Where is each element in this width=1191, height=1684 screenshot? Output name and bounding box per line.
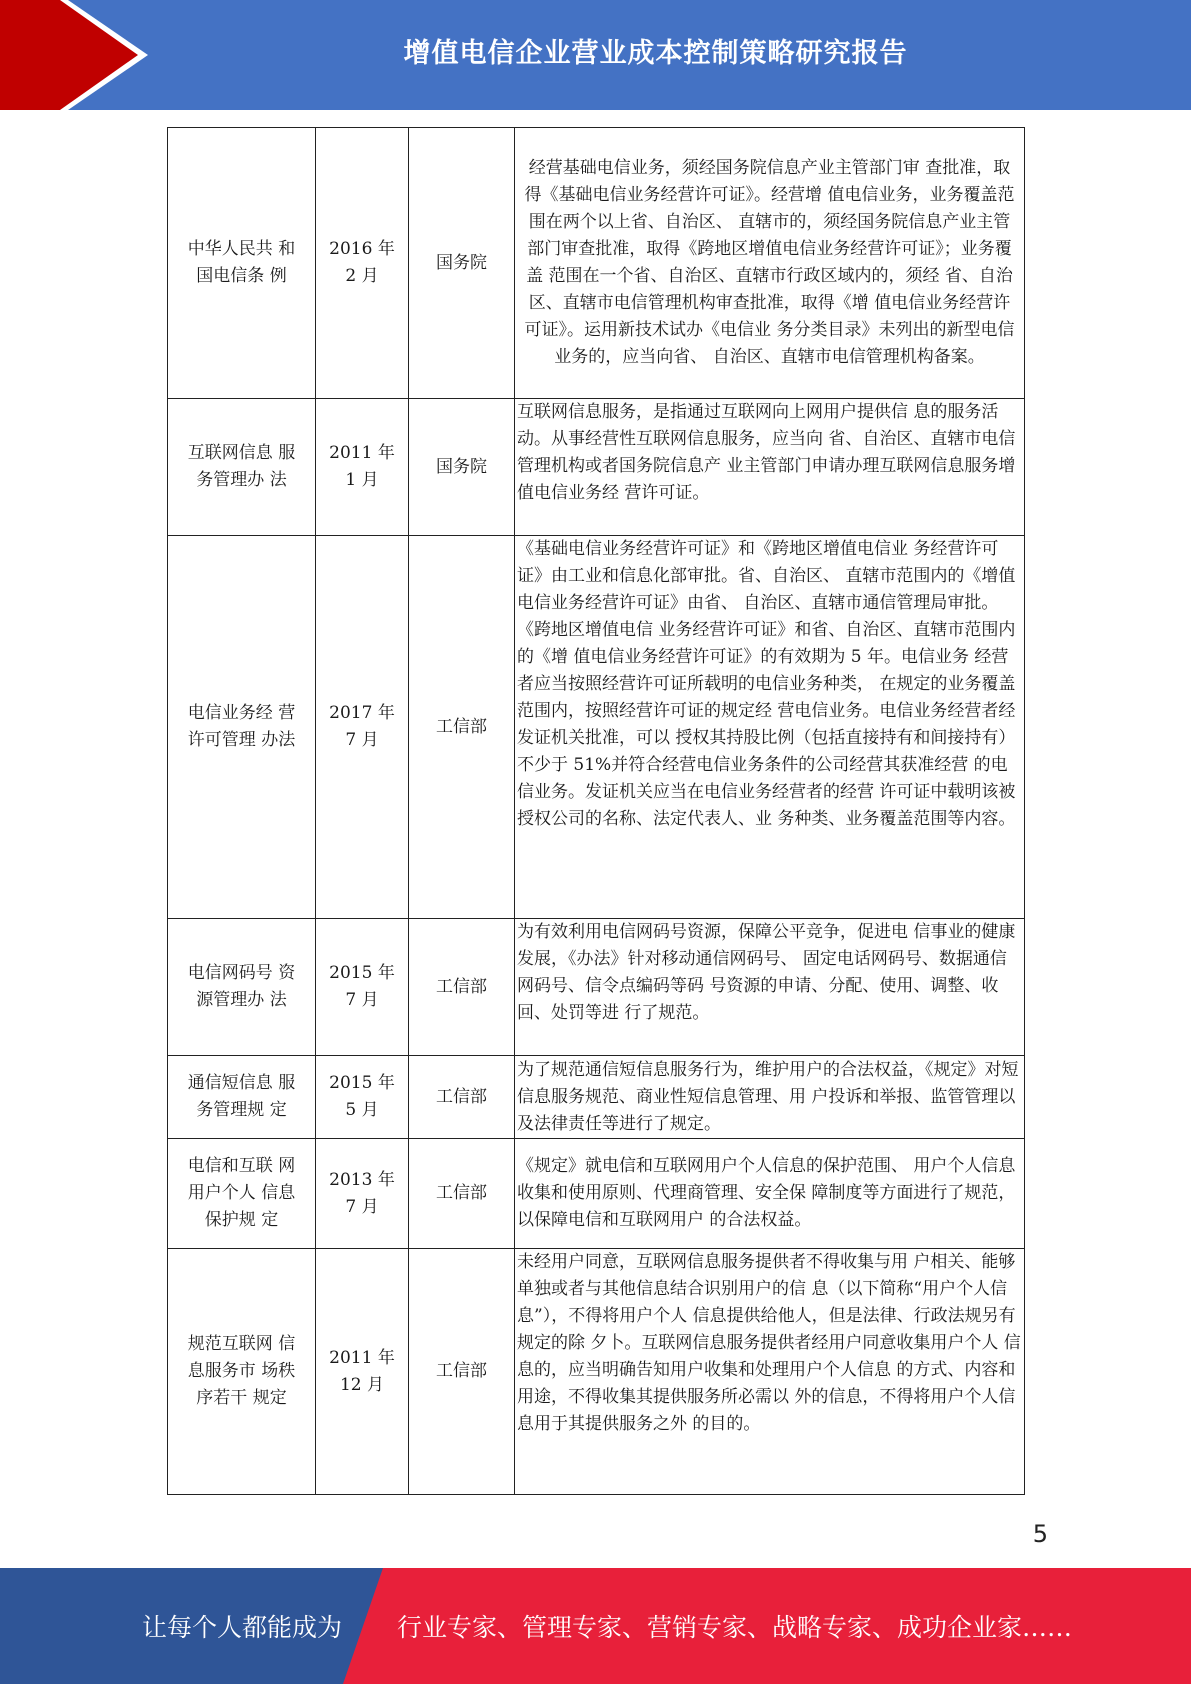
regulation-name: 电信网码号 资源管理办 法 — [168, 919, 316, 1056]
date-month: 1 月 — [345, 470, 379, 490]
issuing-authority: 工信部 — [409, 536, 515, 919]
regulation-date — [316, 919, 409, 1056]
table-row — [168, 1139, 1025, 1249]
regulation-description: 为有效利用电信网码号资源，保障公平竞争，促进电 信事业的健康发展，《办法》针对移动通信网码号、 固定电话网码号、数据通信网码号、信令点编码等码 号资源的申请、分配、使用、调整、收回、处罚等进 行了规范。 — [515, 919, 1025, 1056]
table-row — [168, 919, 1025, 1056]
regulation-description: 经营基础电信业务，须经国务院信息产业主管部门审 查批准，取得《基础电信业务经营许可证》。经营增 值电信业务，业务覆盖范围在两个以上省、自治区、 直辖市的，须经国务院信息产业主管部门审查批准，取得《跨地区增值电信业务经营许可证》；业务覆盖 范围在一个省、自治区、直辖市行政区域内的，须经 省、自治区、直辖市电信管理机构审查批准，取得《增 值电信业务经营许可证》。运用新技术试办《电信业 务分类目录》未列出的新型电信业务的，应当向省、 自治区、直辖市电信管理机构备案。 — [515, 128, 1025, 399]
table-row — [168, 399, 1025, 536]
regulation-date — [316, 1249, 409, 1495]
page-header — [0, 0, 1191, 110]
date-month: 7 月 — [345, 1196, 379, 1217]
date-month: 12 月 — [339, 1374, 385, 1395]
issuing-authority: 工信部 — [409, 1139, 515, 1249]
table-row — [168, 1056, 1025, 1139]
footer-slogan-right: 行业专家、管理专家、营销专家、战略专家、成功企业家…… — [397, 1613, 1073, 1642]
date-year: 2013 年 — [329, 1169, 395, 1190]
page-number: 5 — [1032, 1520, 1048, 1548]
regulation-date — [316, 399, 409, 536]
regulation-name: 电信业务经 营许可管理 办法 — [168, 536, 316, 919]
issuing-authority: 工信部 — [409, 1249, 515, 1495]
date-year: 2015 年 — [329, 963, 395, 983]
regulation-description: 未经用户同意，互联网信息服务提供者不得收集与用 户相关、能够单独或者与其他信息结合识别用户的信 息（以下简称“用户个人信息”），不得将用户个人 信息提供给他人，但是法律、行政法规另有规定的除 夕卜。互联网信息服务提供者经用户同意收集用户个人 信息的，应当明确告知用户收集和处理用户个人信息 的方式、内容和用途，不得收集其提供服务所必需以 外的信息，不得将用户个人信息用于其提供服务之外 的目的。 — [515, 1249, 1025, 1495]
date-year: 2017 年 — [329, 703, 395, 723]
regulation-description: 《基础电信业务经营许可证》和《跨地区增值电信业 务经营许可证》由工业和信息化部审批。省、自治区、 直辖市范围内的《增值电信业务经营许可证》由省、 自治区、直辖市通信管理局审批。《跨地区增值电信 业务经营许可证》和省、自治区、直辖市范围内的《增 值电信业务经营许可证》的有效期为 5 年。电信业务 经营者应当按照经营许可证所载明的电信业务种类， 在规定的业务覆盖范围内，按照经营许可证的规定经 营电信业务。电信业务经营者经发证机关批准，可以 授权其持股比例（包括直接持有和间接持有）不少于 51%并符合经营电信业务条件的公司经营其获准经营 的电信业务。发证机关应当在电信业务经营者的经营 许可证中载明该被授权公司的名称、法定代表人、业 务种类、业务覆盖范围等内容。 — [515, 536, 1025, 919]
date-year: 2015 年 — [329, 1073, 395, 1093]
page-footer — [0, 1568, 1191, 1684]
regulation-name: 电信和互联 网用户个人 信息保护规 定 — [168, 1139, 316, 1249]
regulation-name: 通信短信息 服务管理规 定 — [168, 1056, 316, 1139]
issuing-authority: 国务院 — [409, 128, 515, 399]
issuing-authority: 国务院 — [409, 399, 515, 536]
regulation-description: 为了规范通信短信息服务行为，维护用户的合法权益，《规定》对短信息服务规范、商业性短信息管理、用 户投诉和举报、监管管理以及法律责任等进行了规定。 — [515, 1056, 1025, 1139]
regulation-date — [316, 1139, 409, 1249]
regulation-description: 互联网信息服务，是指通过互联网向上网用户提供信 息的服务活动。从事经营性互联网信息服务，应当向 省、自治区、直辖市电信管理机构或者国务院信息产 业主管部门申请办理互联网信息服务增值电信业务经 营许可证。 — [515, 399, 1025, 536]
date-month: 2 月 — [345, 266, 379, 286]
table-row — [168, 1249, 1025, 1495]
date-year: 2011 年 — [329, 443, 395, 463]
date-month: 7 月 — [345, 730, 379, 750]
regulation-date — [316, 128, 409, 399]
regulation-date — [316, 536, 409, 919]
header-red-chevron-icon — [0, 0, 150, 110]
footer-slogan-left: 让每个人都能成为 — [142, 1613, 343, 1642]
regulation-description: 《规定》就电信和互联网用户个人信息的保护范围、 用户个人信息收集和使用原则、代理商管理、安全保 障制度等方面进行了规范，以保障电信和互联网用户 的合法权益。 — [515, 1139, 1025, 1249]
date-month: 7 月 — [345, 990, 379, 1010]
regulations-table — [167, 127, 1025, 1495]
date-year: 2016 年 — [329, 239, 395, 259]
regulation-name: 中华人民共 和国电信条 例 — [168, 128, 316, 399]
table-row — [168, 128, 1025, 399]
date-year: 2011 年 — [329, 1347, 395, 1368]
table-row — [168, 536, 1025, 919]
regulation-name: 规范互联网 信息服务市 场秩序若干 规定 — [168, 1249, 316, 1495]
report-title: 增值电信企业营业成本控制策略研究报告 — [403, 37, 908, 69]
issuing-authority: 工信部 — [409, 919, 515, 1056]
regulation-name: 互联网信息 服务管理办 法 — [168, 399, 316, 536]
regulation-date — [316, 1056, 409, 1139]
date-month: 5 月 — [345, 1100, 379, 1120]
issuing-authority: 工信部 — [409, 1056, 515, 1139]
